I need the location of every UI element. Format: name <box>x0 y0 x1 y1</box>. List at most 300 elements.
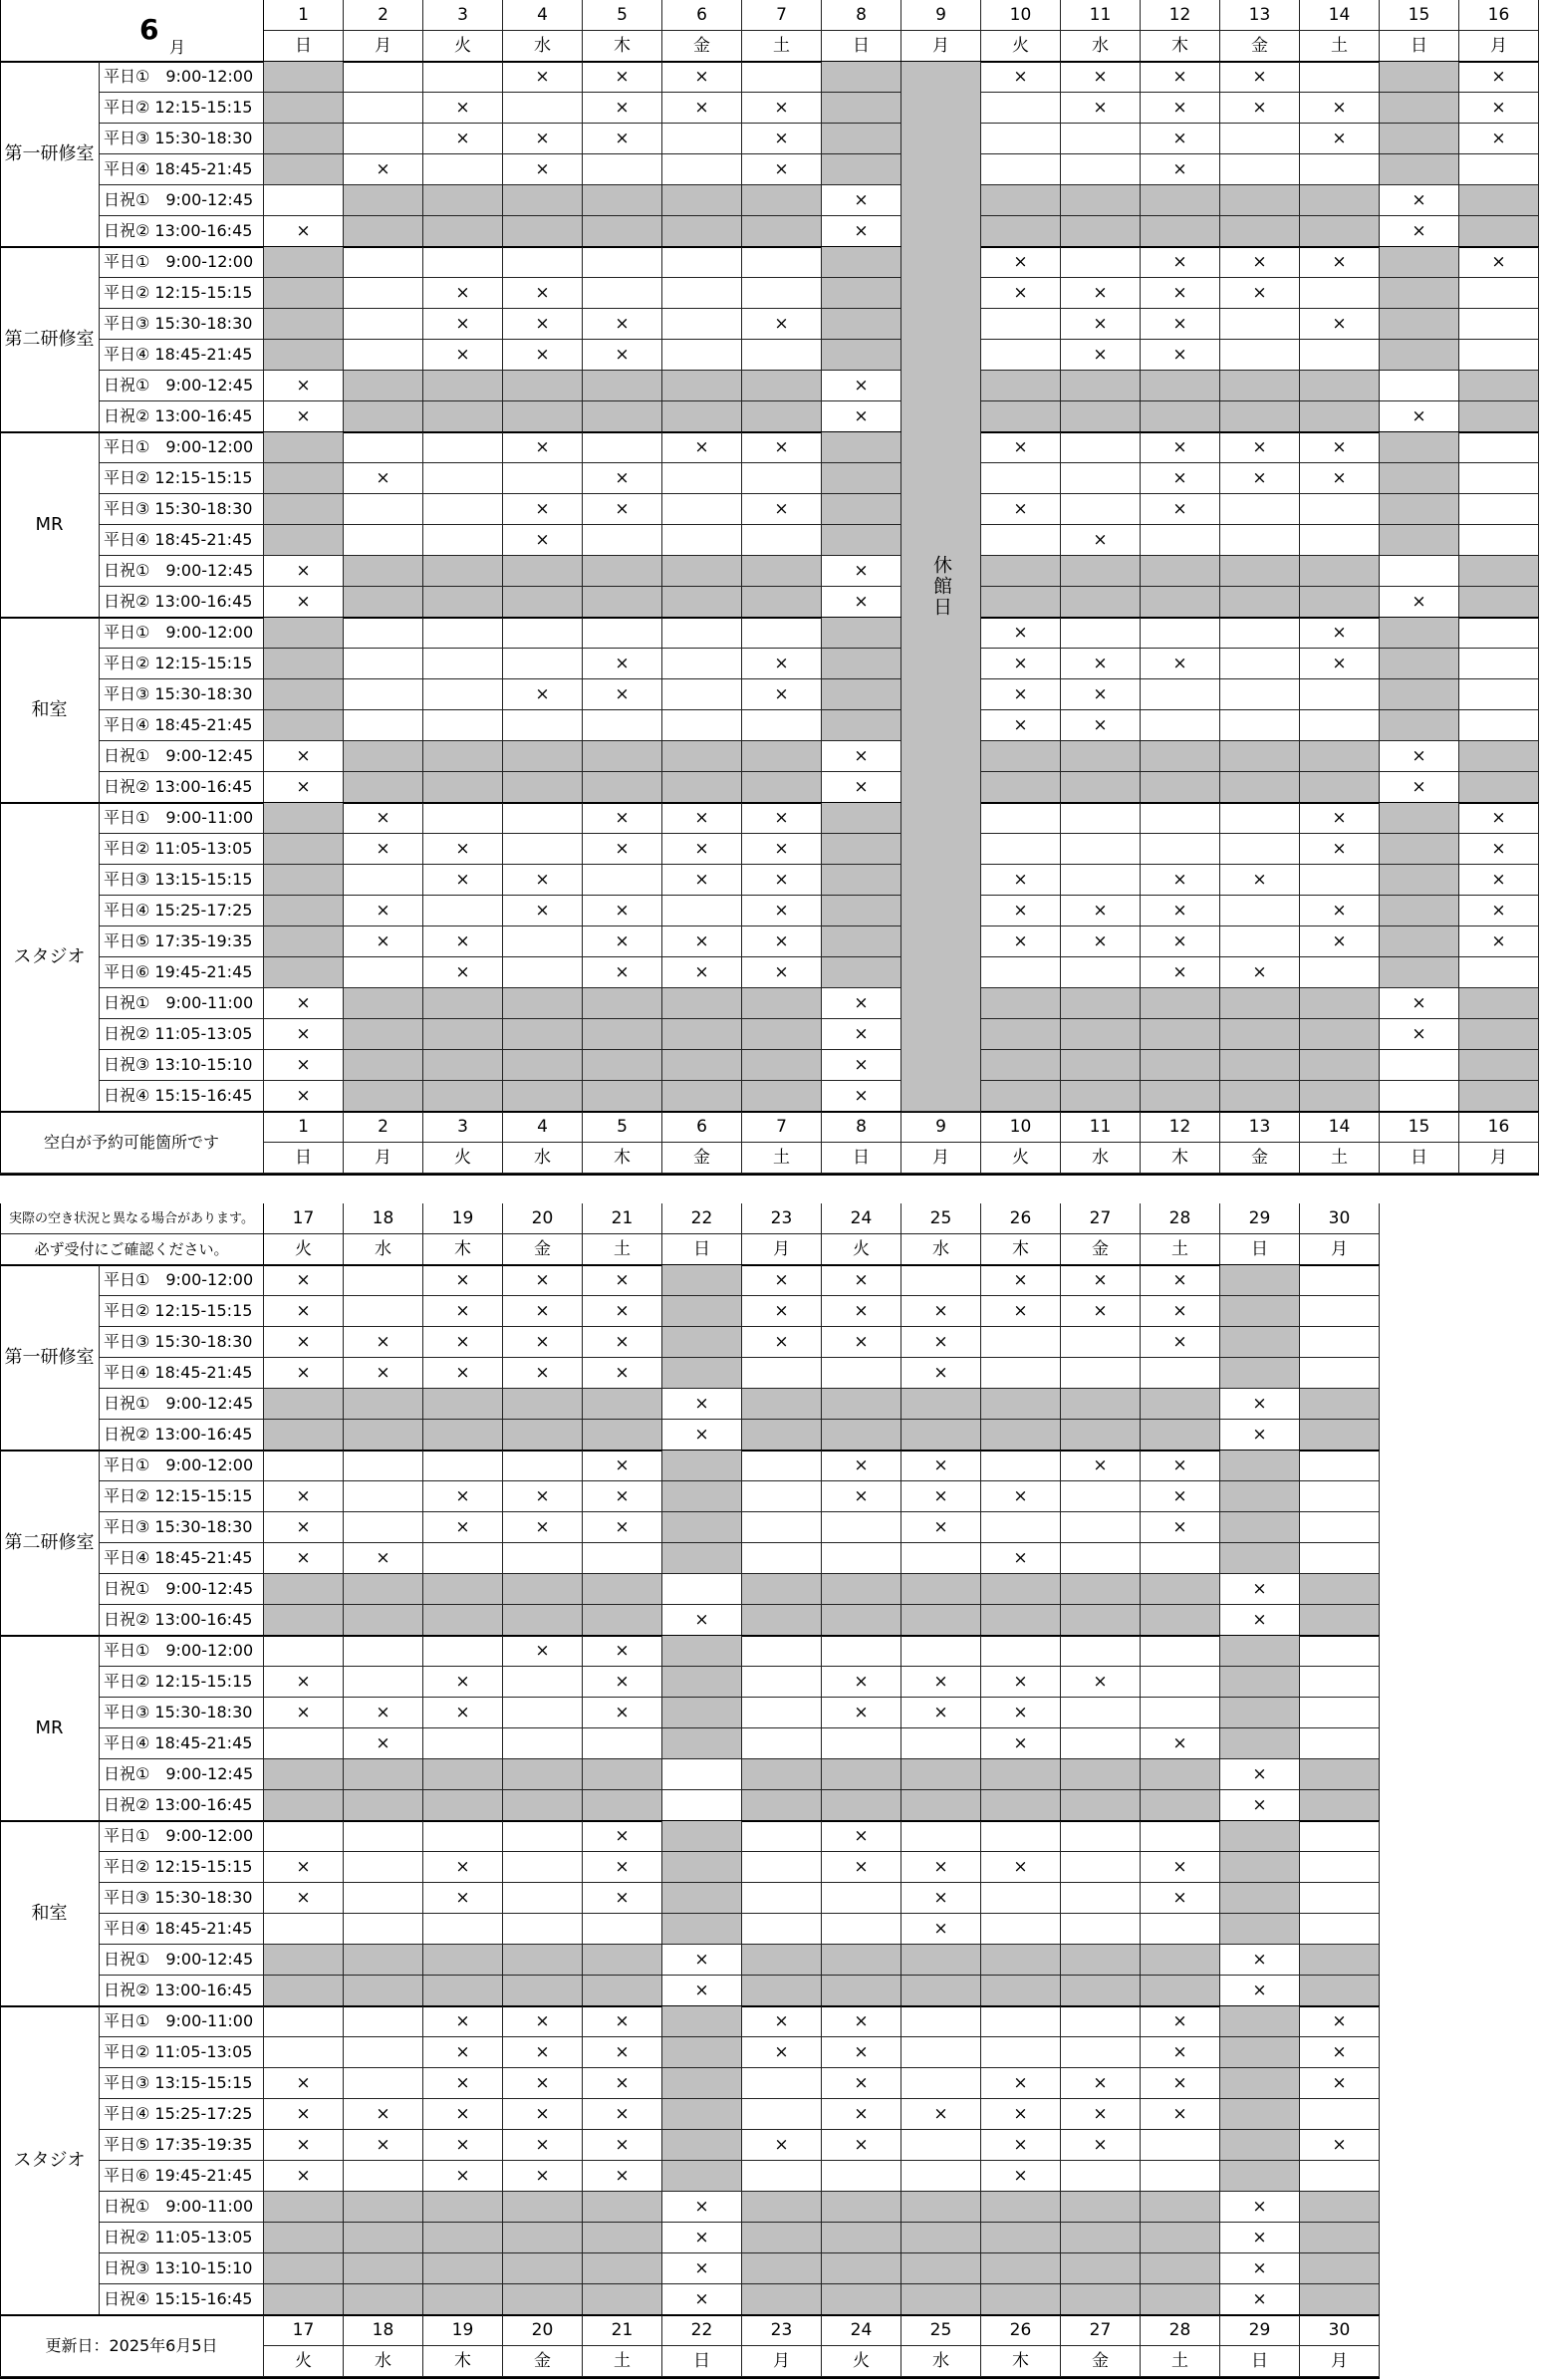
unavailable-cell <box>583 371 662 401</box>
weekday: 火 <box>423 31 503 62</box>
booked-mark: × <box>662 432 742 463</box>
available-cell <box>344 1265 423 1296</box>
room-name: 第一研修室 <box>0 62 100 247</box>
unavailable-cell <box>981 1574 1061 1605</box>
unavailable-cell <box>822 62 901 93</box>
weekday: 月 <box>742 1234 822 1265</box>
unavailable-cell <box>583 1790 662 1821</box>
unavailable-cell <box>662 1265 742 1296</box>
available-cell <box>742 1883 822 1914</box>
weekday: 月 <box>344 31 423 62</box>
unavailable-cell <box>423 1976 503 2006</box>
booked-mark: × <box>344 463 423 494</box>
unavailable-cell <box>742 1605 822 1636</box>
available-cell <box>503 1543 583 1574</box>
booked-mark: × <box>503 1296 583 1327</box>
unavailable-cell <box>503 1605 583 1636</box>
booked-mark: × <box>503 494 583 525</box>
available-cell <box>503 1451 583 1481</box>
booked-mark: × <box>1300 2037 1380 2068</box>
unavailable-cell <box>822 865 901 896</box>
available-cell <box>981 340 1061 371</box>
booked-mark: × <box>1220 463 1300 494</box>
day-number: 5 <box>583 0 662 31</box>
time-slot-label: 平日⑤ 17:35-19:35 <box>100 926 264 957</box>
booked-mark: × <box>583 679 662 710</box>
booked-mark: × <box>1061 1296 1141 1327</box>
booked-mark: × <box>1141 649 1220 679</box>
time-slot-label: 平日③ 15:30-18:30 <box>100 309 264 340</box>
unavailable-cell <box>264 1420 344 1451</box>
booked-mark: × <box>1061 2099 1141 2130</box>
booked-mark: × <box>1220 1976 1300 2006</box>
unavailable-cell <box>1220 1667 1300 1698</box>
unavailable-cell <box>662 1821 742 1852</box>
booked-mark: × <box>503 309 583 340</box>
room-name: 和室 <box>0 618 100 803</box>
unavailable-cell <box>423 988 503 1019</box>
weekday: 土 <box>1141 1234 1220 1265</box>
available-cell <box>1300 1358 1380 1389</box>
available-cell <box>822 1883 901 1914</box>
unavailable-cell <box>344 216 423 247</box>
booked-mark: × <box>1141 1265 1220 1296</box>
day-number: 26 <box>981 1203 1061 1234</box>
booked-mark: × <box>742 124 822 154</box>
unavailable-cell <box>981 2284 1061 2315</box>
available-cell <box>1220 124 1300 154</box>
unavailable-cell <box>981 1420 1061 1451</box>
available-cell <box>423 1728 503 1759</box>
day-number: 26 <box>981 2315 1061 2346</box>
weekday: 月 <box>901 31 981 62</box>
booked-mark: × <box>423 2068 503 2099</box>
unavailable-cell <box>1141 1605 1220 1636</box>
day-number: 8 <box>822 0 901 31</box>
unavailable-cell <box>901 1574 981 1605</box>
time-slot-label: 日祝② 11:05-13:05 <box>100 1019 264 1050</box>
booked-mark: × <box>1141 1883 1220 1914</box>
available-cell <box>981 957 1061 988</box>
booked-mark: × <box>1141 2068 1220 2099</box>
weekday: 土 <box>742 1143 822 1174</box>
booked-mark: × <box>1061 710 1141 741</box>
day-number: 11 <box>1061 1112 1141 1143</box>
day-number: 19 <box>423 1203 503 1234</box>
booked-mark: × <box>423 93 503 124</box>
available-cell <box>1141 2130 1220 2161</box>
booked-mark: × <box>742 834 822 865</box>
unavailable-cell <box>822 309 901 340</box>
booked-mark: × <box>1141 62 1220 93</box>
unavailable-cell <box>1061 2253 1141 2284</box>
booked-mark: × <box>503 1512 583 1543</box>
available-cell <box>344 865 423 896</box>
unavailable-cell <box>1141 1574 1220 1605</box>
booked-mark: × <box>1061 309 1141 340</box>
available-cell <box>1459 278 1539 309</box>
booked-mark: × <box>423 1327 503 1358</box>
unavailable-cell <box>1380 93 1459 124</box>
booked-mark: × <box>1300 2130 1380 2161</box>
booked-mark: × <box>344 1327 423 1358</box>
available-cell <box>423 679 503 710</box>
time-slot-label: 平日④ 18:45-21:45 <box>100 525 264 556</box>
unavailable-cell <box>1459 185 1539 216</box>
available-cell <box>1061 1636 1141 1667</box>
day-number: 19 <box>423 2315 503 2346</box>
available-cell <box>901 1543 981 1574</box>
available-cell <box>344 679 423 710</box>
unavailable-cell <box>264 649 344 679</box>
unavailable-cell <box>583 2253 662 2284</box>
unavailable-cell <box>1220 587 1300 618</box>
booked-mark: × <box>1061 896 1141 926</box>
available-cell <box>901 1636 981 1667</box>
booked-mark: × <box>742 865 822 896</box>
unavailable-cell <box>583 185 662 216</box>
booked-mark: × <box>264 1265 344 1296</box>
available-cell <box>503 803 583 834</box>
available-cell <box>1141 1698 1220 1728</box>
unavailable-cell <box>1380 62 1459 93</box>
booked-mark: × <box>1220 1420 1300 1451</box>
day-number: 14 <box>1300 0 1380 31</box>
booked-mark: × <box>662 1389 742 1420</box>
unavailable-cell <box>822 834 901 865</box>
unavailable-cell <box>662 1019 742 1050</box>
booked-mark: × <box>1459 896 1539 926</box>
time-slot-label: 日祝② 13:00-16:45 <box>100 1976 264 2006</box>
unavailable-cell <box>423 772 503 803</box>
available-cell <box>1459 649 1539 679</box>
booked-mark: × <box>742 309 822 340</box>
available-cell <box>503 1667 583 1698</box>
booked-mark: × <box>981 710 1061 741</box>
unavailable-cell <box>822 926 901 957</box>
booked-mark: × <box>423 340 503 371</box>
time-slot-label: 平日① 9:00-12:00 <box>100 618 264 649</box>
day-number: 8 <box>822 1112 901 1143</box>
unavailable-cell <box>662 1296 742 1327</box>
available-cell <box>344 2006 423 2037</box>
day-number: 2 <box>344 0 423 31</box>
unavailable-cell <box>1220 1358 1300 1389</box>
available-cell <box>1300 1914 1380 1945</box>
unavailable-cell <box>423 401 503 432</box>
booked-mark: × <box>423 865 503 896</box>
booked-mark: × <box>503 896 583 926</box>
booked-mark: × <box>264 556 344 587</box>
unavailable-cell <box>583 1976 662 2006</box>
available-cell <box>662 896 742 926</box>
unavailable-cell <box>423 741 503 772</box>
booked-mark: × <box>1220 1945 1300 1976</box>
booked-mark: × <box>981 649 1061 679</box>
unavailable-cell <box>344 2223 423 2253</box>
available-cell <box>662 618 742 649</box>
available-cell <box>344 1451 423 1481</box>
day-number: 22 <box>662 2315 742 2346</box>
available-cell <box>1141 679 1220 710</box>
booked-mark: × <box>503 865 583 896</box>
booked-mark: × <box>822 2037 901 2068</box>
booked-mark: × <box>742 2037 822 2068</box>
section-divider <box>263 1203 264 1265</box>
day-number: 16 <box>1459 0 1539 31</box>
unavailable-cell <box>423 1081 503 1112</box>
booked-mark: × <box>264 2161 344 2192</box>
time-slot-label: 平日② 12:15-15:15 <box>100 1296 264 1327</box>
unavailable-cell <box>822 525 901 556</box>
day-number: 14 <box>1300 1112 1380 1143</box>
unavailable-cell <box>1061 371 1141 401</box>
time-slot-label: 平日③ 15:30-18:30 <box>100 494 264 525</box>
booked-mark: × <box>503 2068 583 2099</box>
booked-mark: × <box>662 1420 742 1451</box>
unavailable-cell <box>1300 1605 1380 1636</box>
unavailable-cell <box>1459 1081 1539 1112</box>
available-cell <box>344 649 423 679</box>
booked-mark: × <box>264 1019 344 1050</box>
time-slot-label: 平日① 9:00-11:00 <box>100 803 264 834</box>
available-cell <box>583 618 662 649</box>
unavailable-cell <box>503 988 583 1019</box>
unavailable-cell <box>822 2284 901 2315</box>
booked-mark: × <box>264 2099 344 2130</box>
unavailable-cell <box>583 1019 662 1050</box>
day-number: 30 <box>1300 2315 1380 2346</box>
unavailable-cell <box>662 2037 742 2068</box>
unavailable-cell <box>1459 371 1539 401</box>
available-cell <box>901 2130 981 2161</box>
booked-mark: × <box>822 2130 901 2161</box>
unavailable-cell <box>583 1605 662 1636</box>
unavailable-cell <box>1220 1636 1300 1667</box>
unavailable-cell <box>264 463 344 494</box>
available-cell <box>1300 1327 1380 1358</box>
booked-mark: × <box>1220 2253 1300 2284</box>
available-cell <box>344 1636 423 1667</box>
unavailable-cell <box>423 185 503 216</box>
booked-mark: × <box>503 2099 583 2130</box>
unavailable-cell <box>1380 247 1459 278</box>
available-cell <box>1220 154 1300 185</box>
booked-mark: × <box>1141 1451 1220 1481</box>
available-cell <box>742 2161 822 2192</box>
day-number: 3 <box>423 1112 503 1143</box>
unavailable-cell <box>423 371 503 401</box>
available-cell <box>1300 679 1380 710</box>
booked-mark: × <box>583 1636 662 1667</box>
unavailable-cell <box>503 371 583 401</box>
section-divider <box>0 1174 1539 1176</box>
booked-mark: × <box>742 93 822 124</box>
available-cell <box>1061 957 1141 988</box>
booked-mark: × <box>583 896 662 926</box>
booked-mark: × <box>1220 2192 1300 2223</box>
unavailable-cell <box>503 401 583 432</box>
available-cell <box>742 1543 822 1574</box>
available-cell <box>1061 124 1141 154</box>
booked-mark: × <box>981 1852 1061 1883</box>
unavailable-cell <box>822 679 901 710</box>
unavailable-cell <box>264 1790 344 1821</box>
booked-mark: × <box>901 1481 981 1512</box>
available-cell <box>344 1883 423 1914</box>
unavailable-cell <box>981 401 1061 432</box>
booked-mark: × <box>503 432 583 463</box>
unavailable-cell <box>1300 1976 1380 2006</box>
available-cell <box>423 649 503 679</box>
unavailable-cell <box>1061 2223 1141 2253</box>
available-cell <box>742 1358 822 1389</box>
available-cell <box>583 154 662 185</box>
unavailable-cell <box>1300 1389 1380 1420</box>
room-name: 第二研修室 <box>0 1451 100 1636</box>
booked-mark: × <box>264 1698 344 1728</box>
booked-mark: × <box>1141 463 1220 494</box>
unavailable-cell <box>1220 216 1300 247</box>
unavailable-cell <box>423 556 503 587</box>
day-number: 10 <box>981 1112 1061 1143</box>
day-number: 1 <box>264 1112 344 1143</box>
booked-mark: × <box>981 432 1061 463</box>
month-label: 月 <box>169 38 186 57</box>
booked-mark: × <box>1300 2006 1380 2037</box>
unavailable-cell <box>1061 2284 1141 2315</box>
available-cell <box>1061 2037 1141 2068</box>
weekday: 日 <box>264 1143 344 1174</box>
unavailable-cell <box>1141 185 1220 216</box>
booked-mark: × <box>901 1358 981 1389</box>
unavailable-cell <box>822 2253 901 2284</box>
booked-mark: × <box>1220 278 1300 309</box>
unavailable-cell <box>662 1451 742 1481</box>
available-cell <box>423 62 503 93</box>
weekday: 月 <box>1300 2346 1380 2377</box>
unavailable-cell <box>423 1019 503 1050</box>
unavailable-cell <box>344 1050 423 1081</box>
available-cell <box>822 2161 901 2192</box>
booked-mark: × <box>1061 2130 1141 2161</box>
booked-mark: × <box>1459 926 1539 957</box>
section-divider <box>0 0 1 1174</box>
booked-mark: × <box>423 1358 503 1389</box>
unavailable-cell <box>981 1605 1061 1636</box>
booked-mark: × <box>1300 432 1380 463</box>
unavailable-cell <box>822 896 901 926</box>
unavailable-cell <box>503 2284 583 2315</box>
unavailable-cell <box>1061 1050 1141 1081</box>
weekday: 日 <box>1220 2346 1300 2377</box>
available-cell <box>1300 2099 1380 2130</box>
booked-mark: × <box>503 2037 583 2068</box>
unavailable-cell <box>662 2099 742 2130</box>
time-slot-label: 平日④ 18:45-21:45 <box>100 1728 264 1759</box>
available-cell <box>662 309 742 340</box>
available-cell <box>1141 1636 1220 1667</box>
available-cell <box>742 1821 822 1852</box>
unavailable-cell <box>264 124 344 154</box>
unavailable-cell <box>662 216 742 247</box>
unavailable-cell <box>423 2223 503 2253</box>
unavailable-cell <box>1220 1451 1300 1481</box>
unavailable-cell <box>503 772 583 803</box>
unavailable-cell <box>981 1790 1061 1821</box>
booked-mark: × <box>503 2161 583 2192</box>
available-cell <box>344 494 423 525</box>
booked-mark: × <box>1141 432 1220 463</box>
unavailable-cell <box>1141 587 1220 618</box>
available-cell <box>423 618 503 649</box>
unavailable-cell <box>742 556 822 587</box>
available-cell <box>583 432 662 463</box>
booked-mark: × <box>901 1914 981 1945</box>
booked-mark: × <box>1459 62 1539 93</box>
available-cell <box>423 896 503 926</box>
unavailable-cell <box>1141 1050 1220 1081</box>
available-cell <box>503 93 583 124</box>
time-slot-label: 平日② 12:15-15:15 <box>100 93 264 124</box>
time-slot-label: 平日⑥ 19:45-21:45 <box>100 957 264 988</box>
time-slot-label: 日祝① 9:00-12:45 <box>100 371 264 401</box>
time-slot-label: 平日④ 18:45-21:45 <box>100 710 264 741</box>
time-slot-label: 日祝② 13:00-16:45 <box>100 1605 264 1636</box>
booked-mark: × <box>742 803 822 834</box>
available-cell <box>662 710 742 741</box>
weekday: 木 <box>981 2346 1061 2377</box>
unavailable-cell <box>901 2223 981 2253</box>
weekday: 日 <box>264 31 344 62</box>
unavailable-cell <box>742 1389 822 1420</box>
weekday: 日 <box>822 1143 901 1174</box>
unavailable-cell <box>981 185 1061 216</box>
available-cell <box>1061 1883 1141 1914</box>
time-slot-label: 日祝④ 15:15-16:45 <box>100 1081 264 1112</box>
booked-mark: × <box>1220 2223 1300 2253</box>
available-cell <box>344 124 423 154</box>
available-cell <box>1220 926 1300 957</box>
booked-mark: × <box>344 834 423 865</box>
available-cell <box>822 1914 901 1945</box>
weekday: 水 <box>901 2346 981 2377</box>
available-cell <box>742 1914 822 1945</box>
unavailable-cell <box>1061 1420 1141 1451</box>
booked-mark: × <box>1220 62 1300 93</box>
unavailable-cell <box>344 1759 423 1790</box>
available-cell <box>423 463 503 494</box>
available-cell <box>1459 154 1539 185</box>
booked-mark: × <box>901 1698 981 1728</box>
unavailable-cell <box>1220 1914 1300 1945</box>
unavailable-cell <box>1220 1081 1300 1112</box>
available-cell <box>1300 1698 1380 1728</box>
unavailable-cell <box>1300 2253 1380 2284</box>
booked-mark: × <box>1061 2068 1141 2099</box>
weekday: 金 <box>662 31 742 62</box>
available-cell <box>981 463 1061 494</box>
room-name: 和室 <box>0 1821 100 2006</box>
unavailable-cell <box>264 278 344 309</box>
unavailable-cell <box>662 401 742 432</box>
booked-mark: × <box>662 865 742 896</box>
booked-mark: × <box>981 1728 1061 1759</box>
available-cell <box>1061 1914 1141 1945</box>
booked-mark: × <box>1141 1728 1220 1759</box>
booked-mark: × <box>1141 896 1220 926</box>
weekday: 水 <box>344 2346 423 2377</box>
